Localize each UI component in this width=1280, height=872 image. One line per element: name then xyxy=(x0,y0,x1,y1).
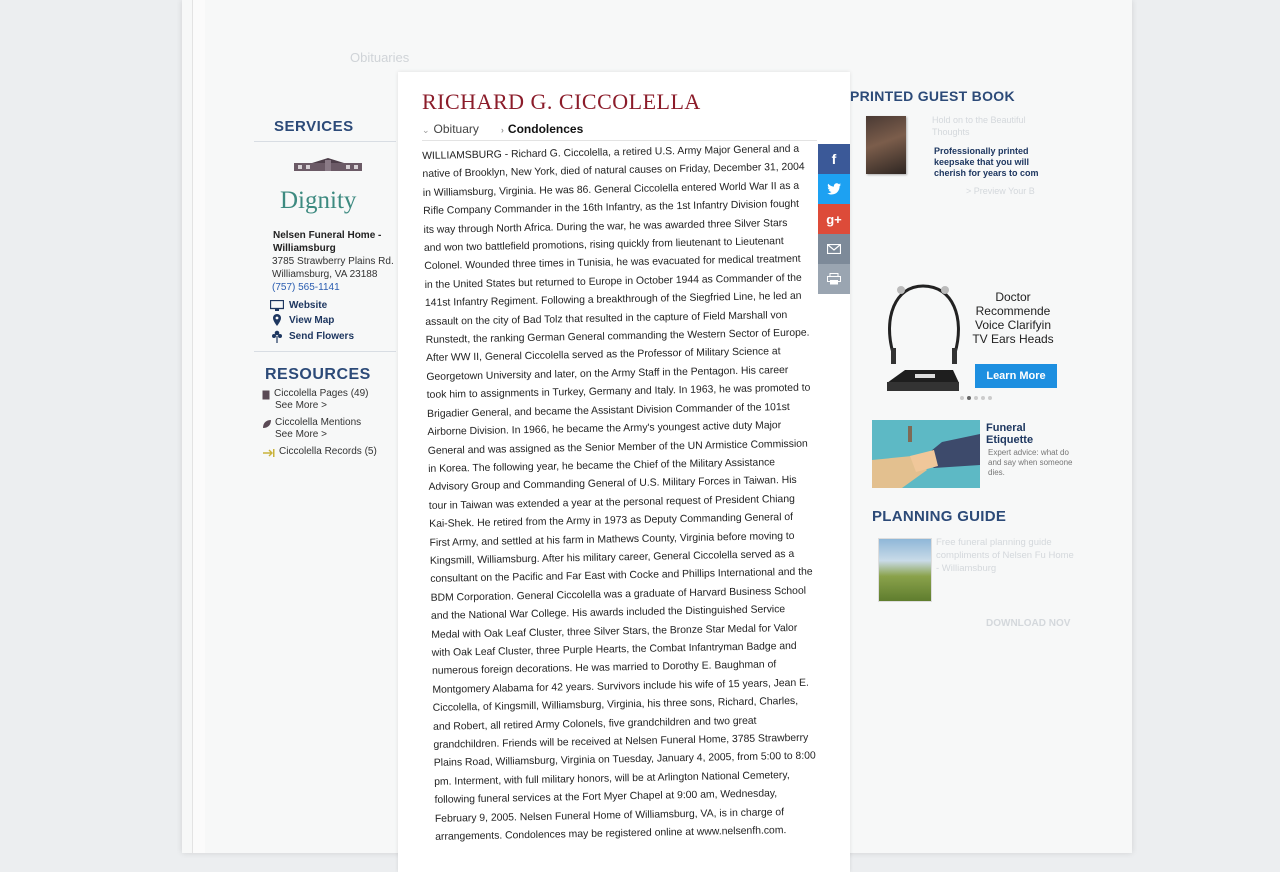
print-icon[interactable] xyxy=(818,264,850,294)
headset-image xyxy=(875,278,975,398)
phone-link[interactable]: (757) 565-1141 xyxy=(272,282,340,293)
chevron-down-icon: ⌄ xyxy=(422,125,430,135)
left-sidebar xyxy=(254,118,396,458)
divider xyxy=(254,351,396,352)
planning-guide-title: PLANNING GUIDE xyxy=(872,508,1007,525)
monitor-icon xyxy=(270,300,284,311)
view-map-link[interactable] xyxy=(270,314,396,327)
divider xyxy=(254,141,396,142)
guest-book-promo[interactable]: Professionally printed keepsake that you will cherish for years to com xyxy=(934,146,1039,178)
website-link[interactable] xyxy=(270,300,396,311)
records-arrow-icon xyxy=(262,448,276,458)
share-bar xyxy=(818,144,850,294)
document-icon xyxy=(262,390,271,400)
resource-mentions[interactable] xyxy=(262,417,396,429)
dignity-logo: Dignity xyxy=(280,187,357,214)
guest-book-title: PRINTED GUEST BOOK xyxy=(850,88,1015,104)
website-label: Website xyxy=(289,300,328,311)
chevron-right-icon: › xyxy=(500,125,504,135)
address-line2: Williamsburg, VA 23188 xyxy=(272,269,378,280)
carousel-dots[interactable] xyxy=(960,396,995,400)
etiquette-title[interactable]: Funeral Etiquette xyxy=(986,422,1034,446)
resource-mentions-label: Ciccolella Mentions xyxy=(275,417,362,428)
preview-link[interactable]: > Preview Your B xyxy=(966,186,1035,196)
planning-guide-image[interactable] xyxy=(878,538,932,602)
email-icon[interactable] xyxy=(818,234,850,264)
funeral-etiquette-promo[interactable] xyxy=(872,420,1072,490)
etiquette-subtitle: Expert advice: what do and say when someone dies. xyxy=(988,448,1073,477)
tab-obituary[interactable]: ⌄ Obituary xyxy=(422,122,479,136)
flower-icon xyxy=(270,330,284,343)
mentions-see-more-link[interactable]: See More > xyxy=(275,429,327,440)
obituary-tabs xyxy=(422,122,605,136)
map-pin-icon xyxy=(270,314,284,327)
faint-header: Obituaries xyxy=(350,50,410,65)
learn-more-button[interactable]: Learn More xyxy=(975,364,1057,388)
resource-records[interactable] xyxy=(262,446,396,458)
guest-book-section xyxy=(850,88,1080,238)
facebook-icon[interactable]: f xyxy=(818,144,850,174)
tv-ears-ad[interactable] xyxy=(850,278,1065,398)
obituary-text: WILLIAMSBURG - Richard G. Ciccolella, a retired U.S. Army Major General and a native of Brooklyn, New York, died of natural causes on Friday, December 31, 2004 in Williamsburg, Virginia. He was 86. General Ciccolella entered World War II as a Rifle Company Commander in the 16th Infantry, as the 1st Infantry Division fought its way through North Africa. During the war, he was awarded three Silver Stars and won two battlefield promotions, rising quickly from lieutenant to Lieutenant Colonel. Wounded three times in Tunisia, he was evacuated for medical treatment in the United States but returned to Europe in October 1944 as Commander of the 141st Infantry Regiment. Following a breakthrough of the Siegfried Line, he led an assault on the city of Bad Tolz that resulted in the capture of Field Marshall von Runstedt, the ranking German General commanding the Western Sector of Europe. After WW II, General Ciccolella served as the Professor of Military Science at Georgetown University and later, on the Army Staff in the Pentagon. His career took him to assignments in Turkey, Germany and Italy. In 1963, he was promoted to Brigadier General, and became the Assistant Division Commander of the 101st Airborne Division. In 1966, he became the Army's youngest active duty Major General and was assigned as the Senior Member of the UN Armistice Commission in Korea. The following year, he became the Chief of the Military Assistance Advisory Group and Commanding General of U.S. Military Forces in Taiwan. His tour in Taiwan was extended a year at the personal request of President Chiang Kai-Shek. He retired from the Army in 1973 as Deputy Commanding General of First Army, and settled at his farm in Mathews County, Virginia before moving to Kingsmill, Williamsburg. After his military career, General Ciccolella served as a consultant on the Pacific and Far East with Cocke and Phillips International and the BDM Corporation. General Ciccolella was a graduate of Harvard Business School and the National War College. His awards included the Distinguished Service Medal with Oak Leaf Cluster, three Silver Stars, the Bronze Star Medal for Valor with Oak Leaf Cluster, three Purple Hearts, the Combat Infantryman Badge and numerous foreign decorations. He was married to Dorothy E. Baughman of Montgomery Alabama for 42 years. Survivors include his wife of 15 years, Jean E. Ciccolella, of Kingsmill, Williamsburg, Virginia, his three sons, Richard, Charles, and Robert, all retired Army Colonels, five grandchildren and two great grandchildren. Friends will be received at Nelsen Funeral Home, 3785 Strawberry Plains Road, Williamsburg, Virginia on Tuesday, January 4, 2005, from 5:00 to 8:00 pm. Interment, with full military honors, will be at Arlington National Cemetery, following funeral services at the Fort Myer Chapel at 9:00 am, Wednesday, February 9, 2005. Nelsen Funeral Home of Williamsburg, VA, is in charge of arrangements. Condolences may be registered online at www.nelsenfh.com. xyxy=(422,143,816,843)
guest-book-faint-text: Hold on to the Beautiful Thoughts xyxy=(932,115,1026,137)
funeral-home-name[interactable]: Nelsen Funeral Home - Williamsburg xyxy=(273,230,382,254)
deceased-name: RICHARD G. CICCOLELLA xyxy=(422,89,701,114)
services-title: SERVICES xyxy=(274,118,354,135)
right-sidebar xyxy=(850,88,1080,629)
google-plus-icon[interactable]: g+ xyxy=(818,204,850,234)
planning-guide-faint-text: Free funeral planning guide compliments of Nelsen Fu Home - Williamsburg xyxy=(936,537,1074,574)
twitter-icon[interactable] xyxy=(818,174,850,204)
ad-text: Doctor Recommende Voice Clarifyin TV Ears Heads xyxy=(972,290,1054,346)
leaf-icon xyxy=(262,419,272,429)
resource-pages[interactable] xyxy=(262,388,396,400)
pages-see-more-link[interactable]: See More > xyxy=(275,400,327,411)
send-flowers-label: Send Flowers xyxy=(289,331,355,342)
handshake-image xyxy=(872,420,980,488)
resources-title: RESOURCES xyxy=(265,366,371,383)
view-map-label: View Map xyxy=(289,315,335,326)
guest-book-image[interactable] xyxy=(866,116,906,174)
send-flowers-link[interactable] xyxy=(270,330,396,343)
tab-condolences[interactable]: › Condolences xyxy=(500,122,584,136)
address-line1: 3785 Strawberry Plains Rd. xyxy=(272,256,394,267)
resource-pages-label: Ciccolella Pages (49) xyxy=(274,388,369,399)
obituary-card xyxy=(398,72,850,872)
page-edge xyxy=(192,0,205,853)
download-button[interactable]: DOWNLOAD NOV xyxy=(986,618,1071,629)
resource-records-label: Ciccolella Records (5) xyxy=(279,446,377,457)
funeral-home-building-icon xyxy=(292,158,364,172)
